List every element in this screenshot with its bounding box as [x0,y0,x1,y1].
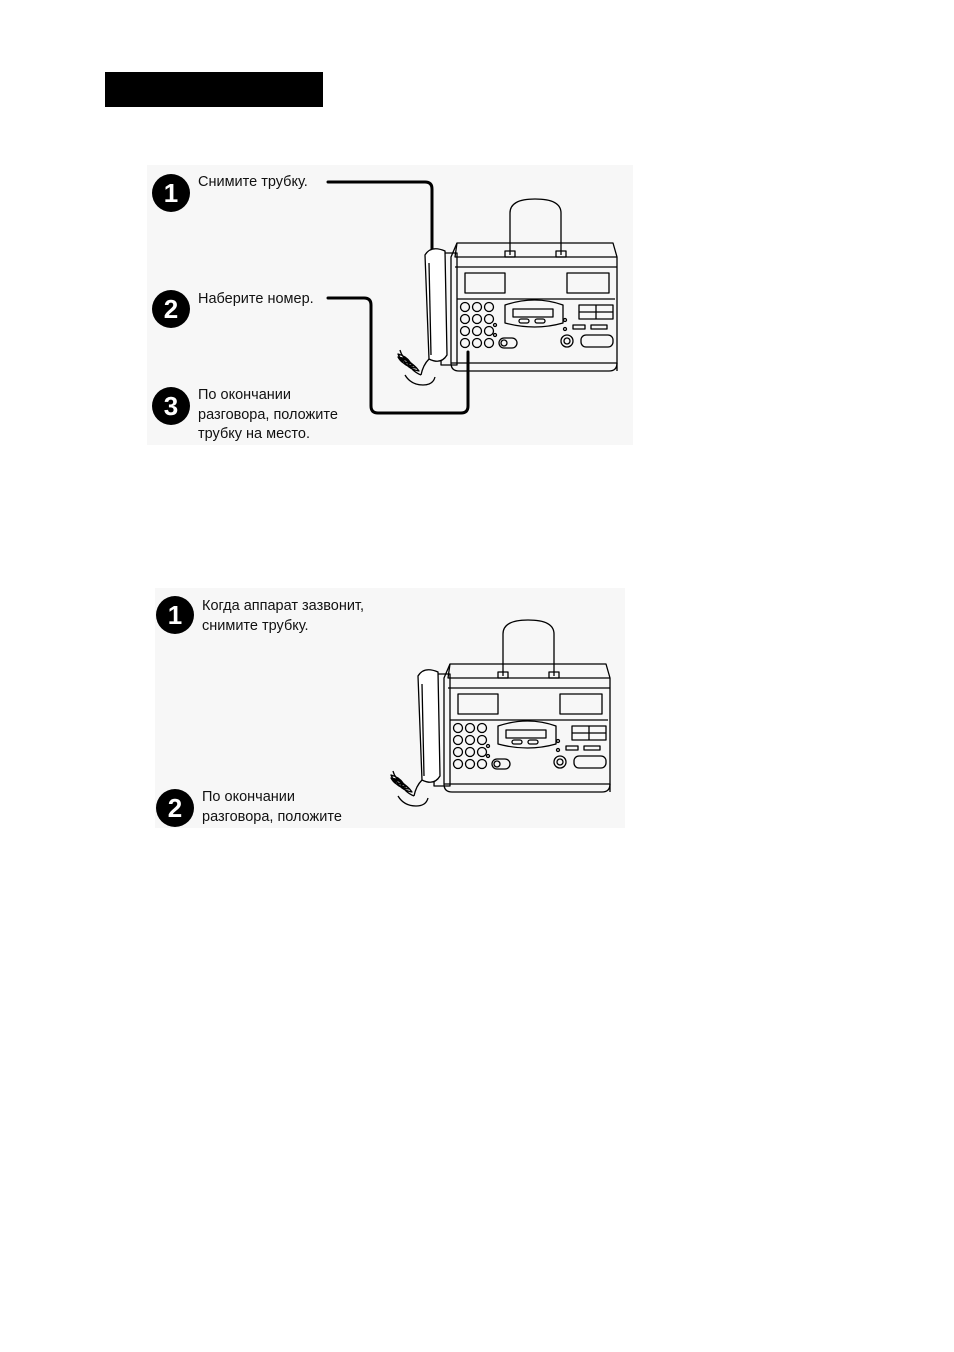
step-1-text: Снимите трубку. [198,174,308,190]
step-1-badge: 1 [152,174,190,212]
ring-step-1-text: Когда аппарат зазвонит, снимите трубку. [202,598,364,634]
step-3-badge: 3 [152,387,190,425]
step-2-text: Наберите номер. [198,291,314,307]
fax-machine-illustration-2 [378,616,623,816]
ring-step-1-badge: 1 [156,596,194,634]
ring-step-2-text: По окончании разговора, положите [202,789,342,825]
step-2-badge: 2 [152,290,190,328]
ring-step-2-badge: 2 [156,789,194,827]
fax-machine-illustration [385,195,630,395]
step-3-text: По окончании разговора, положите трубку на место. [198,387,338,442]
